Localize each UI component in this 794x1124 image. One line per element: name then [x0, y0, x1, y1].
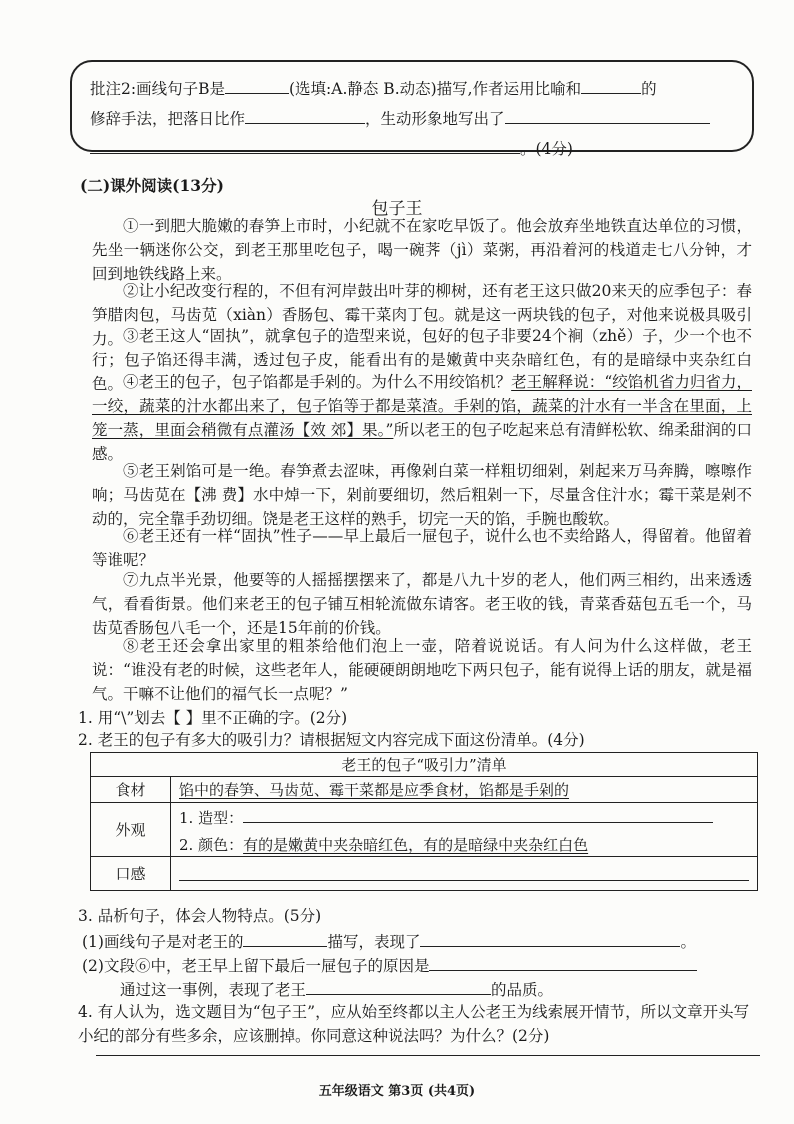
annotation-line-1 — [90, 74, 734, 104]
question-3-1 — [82, 928, 762, 954]
paragraph-4 — [92, 370, 752, 466]
q3-2-text: (2)文段⑥中，老王早上留下最后一屉包子的原因是 — [82, 957, 430, 975]
paragraph-5: ⑤老王剁馅可是一绝。春笋煮去涩味，再像剁白菜一样粗切细剁，剁起来万马奔腾，嚓嚓作响；马齿苋在【沸 费】水中焯一下，剁前要细切，然后粗剁一下，尽量含住汁水；霉干菜是剁不动的，完全靠手劲切细。饶是老王这样的熟手，切完一天的馅，手腕也酸软。 — [92, 462, 752, 528]
question-3-2 — [82, 952, 762, 978]
ingredients-answer — [171, 777, 758, 803]
question-2: 2. 老王的包子有多大的吸引力？请根据短文内容完成下面这份清单。(4分) — [78, 731, 585, 749]
q3-2-text: 通过这一事例，表现了老王 — [120, 981, 307, 999]
answer-blank[interactable] — [243, 928, 327, 947]
annotation-box — [70, 60, 754, 158]
answer-blank[interactable] — [179, 862, 749, 881]
annotation-text: 的 — [641, 80, 657, 98]
paragraph-2: ②让小纪改变行程的，不但有河岸鼓出叶芽的柳树，还有老王这只做20来天的应季包子：春笋腊肉包，马齿苋（xiàn）香肠包、霉干菜肉丁包。就是这一两块钱的包子，对他来说极具吸引力。 — [92, 282, 752, 348]
question-1: 1. 用“\”划去【 】里不正确的字。(2分) — [78, 709, 348, 727]
answer-blank[interactable] — [505, 105, 710, 124]
paragraph-3: ③老王这人“固执”，就拿包子的造型来说，包好的包子非要24个裥（zhě）子，少一个也不行；包子馅还得丰满，透过包子皮，能看出有的是嫩黄中夹杂暗红色，有的是暗绿中夹杂红白色。 — [92, 327, 752, 393]
answer-blank[interactable] — [581, 75, 641, 94]
annotation-text: (选填:A.静态 B.动态)描写,作者运用比喻和 — [288, 80, 582, 98]
answer-blank[interactable] — [420, 928, 680, 947]
annotation-text: 批注2:画线句子B是 — [90, 80, 225, 98]
q3-1-text: 。 — [680, 933, 696, 951]
answer-blank[interactable] — [90, 135, 520, 154]
answer-line[interactable] — [96, 1055, 760, 1056]
row-label-appearance: 外观 — [91, 803, 171, 857]
paragraph-1: ①一到肥大脆嫩的春笋上市时，小纪就不在家吃早饭了。他会放弃坐地铁直达单位的习惯，先坐一辆迷你公交，到老王那里吃包子，喝一碗荠（jì）菜粥，再沿着河的栈道走七八分钟，才回到地铁线路上来。 — [92, 217, 752, 283]
answer-blank[interactable] — [245, 105, 365, 124]
paragraph-4-text: 所以老王的包子吃起来总有清鲜松软、绵柔甜润的口感。 — [92, 421, 752, 463]
paragraph-4-text: ④老王的包子，包子馅都是手剁的。为什么不用绞馅机？ — [123, 373, 512, 391]
paragraph-8: ⑧老王还会拿出家里的粗茶给他们泡上一壶，陪着说说话。有人问为什么这样做，老王说：“谁没有老的时候，这些老年人，能硬硬朗朗地吃下两只包子，能有说得上话的朋友，就是福气。干嘛不让他们的福气长一点呢？” — [92, 637, 752, 703]
passage-title: 包子王 — [371, 199, 423, 219]
handwritten-answer: 馅中的春笋、马齿苋、霉干菜都是应季食材，馅都是手剁的 — [179, 781, 570, 799]
question-4: 4. 有人认为，选文题目为“包子王”，应从始至终都以主人公老王为线索展开情节，所以文章开头写小纪的部分有些多余，应该删掉。你同意这种说法吗？为什么？(2分) — [78, 1003, 750, 1045]
answer-blank[interactable] — [225, 75, 289, 94]
annotation-text: 。(4分) — [520, 140, 573, 158]
shape-label: 1. 造型： — [179, 809, 244, 827]
appearance-cell — [171, 803, 758, 857]
paragraph-7: ⑦九点半光景，他要等的人摇摇摆摆来了，都是八九十岁的老人，他们两三相约，出来透透气，看看街景。他们来老王的包子铺互相轮流做东请客。老王收的钱，青菜香菇包五毛一个，马齿苋香肠包八毛一个，还是15年前的价钱。 — [92, 571, 752, 637]
annotation-line-2 — [90, 104, 734, 134]
appearance-shape — [179, 804, 749, 828]
q3-2-text: 的品质。 — [491, 981, 554, 999]
answer-blank[interactable] — [429, 952, 697, 971]
question-3-2-cont — [120, 976, 760, 1002]
taste-answer[interactable] — [171, 857, 758, 891]
answer-blank[interactable] — [243, 804, 713, 823]
annotation-line-3 — [90, 134, 734, 164]
annotation-text: ，生动形象地写出了 — [365, 110, 505, 128]
row-label-taste: 口感 — [91, 857, 171, 891]
underlined-sentence: 老王解释说：“绞馅机省力归省力，一绞，蔬菜的汁水都出来了，包子馅等于都是菜渣。手剁的馅，蔬菜的汁水有一半含在里面，上笼一蒸，里面会稍微有点灌汤【效 郊】果。” — [92, 373, 752, 439]
page-footer: 五年级语文 第3页 (共4页) — [318, 1084, 476, 1099]
annotation-text: 修辞手法，把落日比作 — [90, 110, 246, 128]
row-label-ingredients: 食材 — [91, 777, 171, 803]
paragraph-6: ⑥老王还有一样“固执”性子——早上最后一屉包子，说什么也不卖给路人，得留着。他留着等谁呢？ — [92, 527, 752, 569]
color-label: 2. 颜色： — [179, 836, 244, 854]
q3-1-text: 描写，表现了 — [327, 933, 421, 951]
checklist-title: 老王的包子“吸引力”清单 — [91, 753, 758, 777]
section-heading: (二)课外阅读(13分) — [80, 176, 224, 195]
answer-blank[interactable] — [306, 976, 491, 995]
attraction-checklist — [90, 752, 758, 891]
handwritten-answer: 有的是嫩黄中夹杂暗红色，有的是暗绿中夹杂红白色 — [243, 836, 589, 854]
q3-1-text: (1)画线句子是对老王的 — [82, 933, 244, 951]
question-3: 3. 品析句子，体会人物特点。(5分) — [78, 907, 322, 925]
appearance-color — [179, 834, 749, 855]
